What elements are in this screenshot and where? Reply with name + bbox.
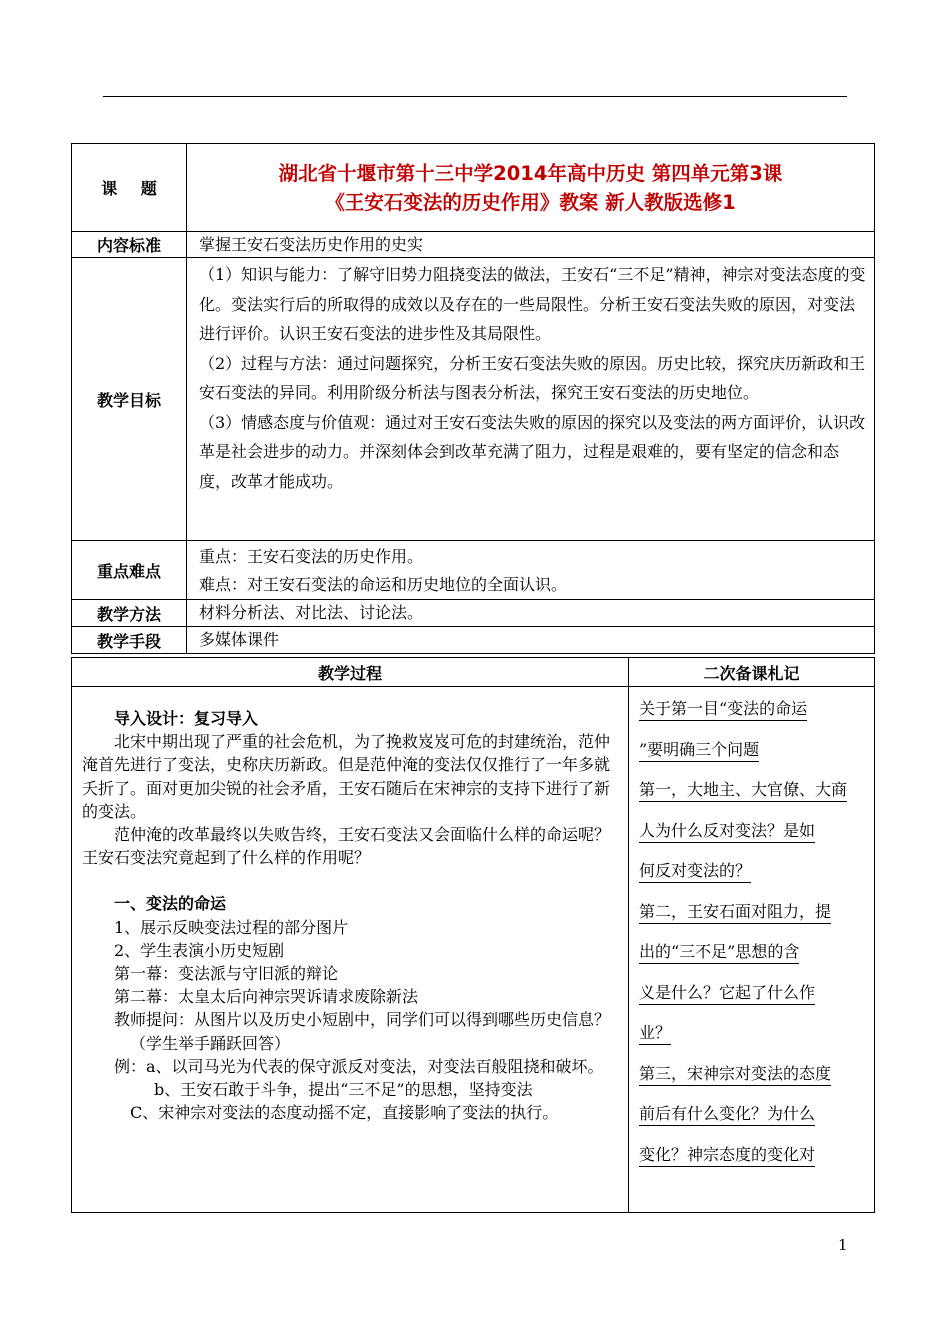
lesson-notes [629,687,875,1213]
students-answer: （学生举手踊跃回答） [130,1033,291,1053]
objective-attitude: （3）情感态度与价值观：通过对王安石变法失败的原因的探究以及变法的两方面评价，认识改革是社会进步的动力。并深刻体会到改革充满了阻力，过程是艰难的，要有坚定的信念和态度，改革才能成功。 [199,412,866,491]
note-line: 变化？神宗态度的变化对 [639,1145,815,1167]
lesson-info-table [71,143,875,654]
note-line: 人为什么反对变法？是如 [639,821,815,843]
note-line: 何反对变法的？ [639,861,751,883]
note-line: 第一，大地主、大官僚、大商 [639,780,847,802]
objectives [187,258,875,541]
note-line: 业？ [639,1023,671,1045]
item-2: 2、学生表演小历史短剧 [114,940,285,960]
title-label: 课 题 [72,144,187,232]
method-value: 材料分析法、对比法、讨论法。 [187,600,875,627]
note-line: 义是什么？它起了什么作 [639,983,815,1005]
key-difficult-points [187,541,875,600]
example-a: 例：a、以司马光为代表的保守派反对变法，对变法百般阻挠和破坏。 [114,1056,604,1076]
intro-paragraph-2: 范仲淹的改革最终以失败告终，王安石变法又会面临什么样的命运呢？王安石变法究竟起到了什么样的作用呢？ [82,825,611,868]
method-label: 教学方法 [72,600,187,627]
means-label: 教学手段 [72,627,187,654]
note-line: 前后有什么变化？为什么 [639,1104,815,1126]
process-header: 教学过程 [72,658,629,687]
note-line: 出的“三不足”思想的含 [639,942,799,964]
spacer [82,869,620,892]
key-point: 重点：王安石变法的历史作用。 [199,547,424,566]
example-b: b、王安石敢于斗争，提出“三不足”的思想，坚持变法 [154,1080,533,1100]
lesson-title-line1: 湖北省十堰市第十三中学2014年高中历史 第四单元第3课 [278,161,783,185]
page-number: 1 [838,1236,848,1254]
note-line: 第二，王安石面对阻力，提 [639,902,831,924]
teaching-process-table [71,657,875,1213]
lesson-title-line2: 《王安石变法的历史作用》教案 新人教版选修1 [325,190,736,214]
content-standard-value: 掌握王安石变法历史作用的史实 [187,232,875,258]
note-line: ”要明确三个问题 [639,740,759,762]
objective-process: （2）过程与方法：通过问题探究，分析王安石变法失败的原因。历史比较，探究庆历新政和王安石变法的异同。利用阶级分析法与图表分析法，探究王安石变法的历史地位。 [199,353,866,402]
content-standard-label: 内容标准 [72,232,187,258]
section-1-title: 一、变法的命运 [114,894,227,914]
notes-header: 二次备课札记 [629,658,875,687]
teacher-question: 教师提问：从图片以及历史小短剧中，同学们可以得到哪些历史信息？ [114,1010,611,1030]
process-content [72,687,629,1213]
intro-paragraph-1: 北宋中期出现了严重的社会危机，为了挽救岌岌可危的封建统治，范仲淹首先进行了变法，史称庆历新政。但是范仲淹的变法仅仅推行了一年多就夭折了。面对更加尖锐的社会矛盾，王安石随后在宋神宗的支持下进行了新的变法。 [82,732,611,821]
header-rule [103,96,847,97]
note-line: 第三，宋神宗对变法的态度 [639,1064,831,1086]
difficult-point: 难点：对王安石变法的命运和历史地位的全面认识。 [199,575,568,594]
scene-2: 第二幕：太皇太后向神宗哭诉请求废除新法 [114,987,419,1007]
objective-knowledge: （1）知识与能力：了解守旧势力阻挠变法的做法，王安石“三不足”精神，神宗对变法态度的变化。变法实行后的所取得的成效以及存在的一些局限性。分析王安石变法失败的原因，对变法进行评价。认识王安石变法的进步性及其局限性。 [199,265,866,343]
example-c-text: C、宋神宗对变法的态度动摇不定，直接影响了变法的执行。 [130,1103,559,1123]
lesson-title [187,144,875,232]
objectives-label: 教学目标 [72,258,187,541]
item-1: 1、展示反映变法过程的部分图片 [114,917,349,937]
example-c [82,1101,620,1124]
intro-title: 导入设计：复习导入 [114,709,259,728]
note-line: 关于第一目“变法的命运 [639,699,807,721]
means-value: 多媒体课件 [187,627,875,654]
key-difficult-label: 重点难点 [72,541,187,600]
scene-1: 第一幕：变法派与守旧派的辩论 [114,964,339,984]
